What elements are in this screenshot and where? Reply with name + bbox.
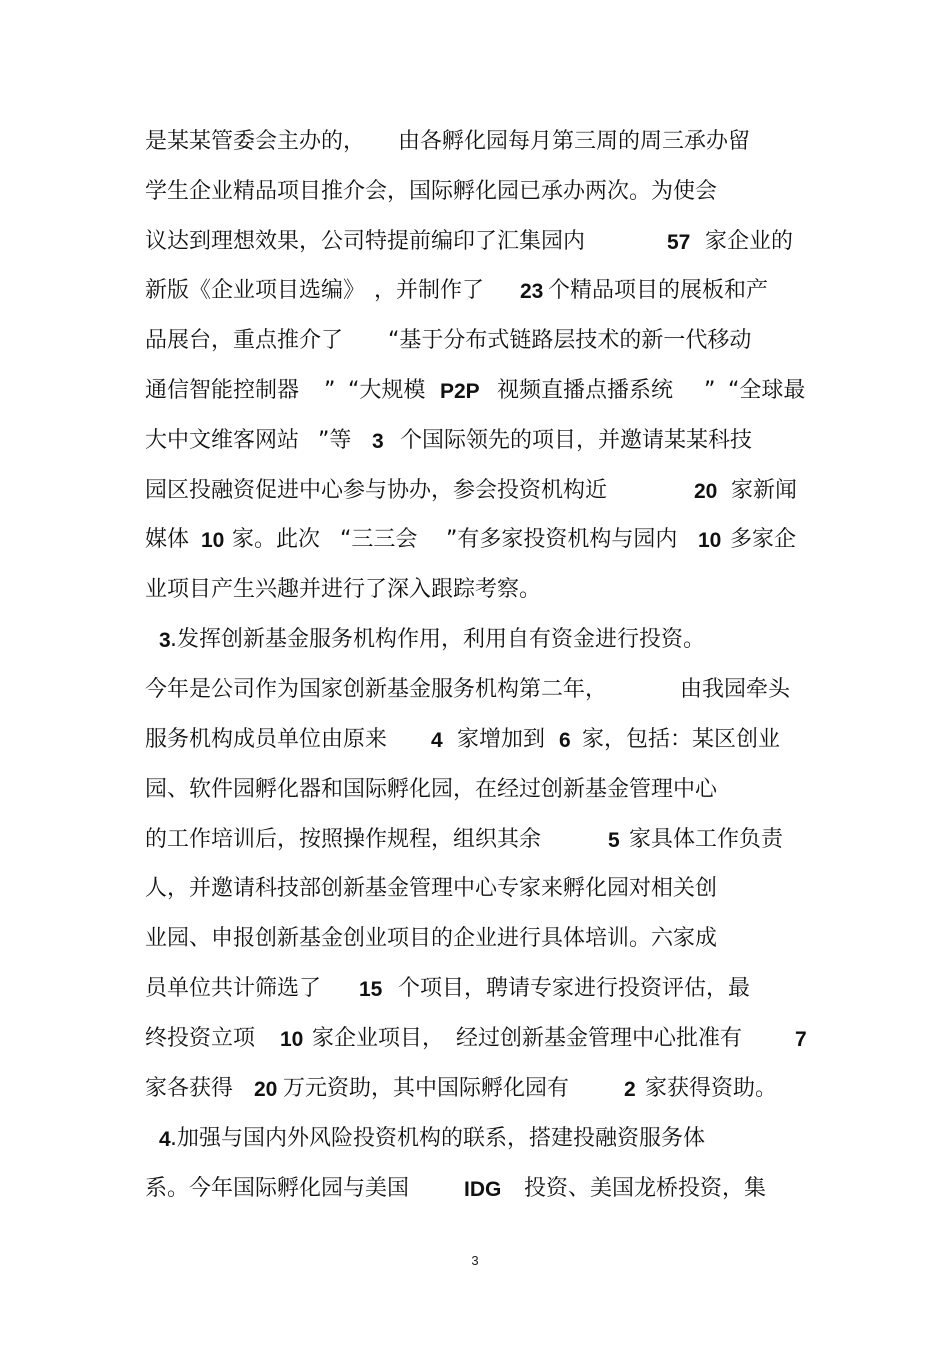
text-segment: ，并制作了 — [374, 278, 485, 303]
text-segment: 投资、美国龙桥投资，集 — [524, 1176, 767, 1201]
text-segment: 由各孵化园每月第三周的周三承办留 — [398, 129, 751, 154]
bold-number: 2 — [624, 1078, 636, 1101]
bold-number: 4 — [159, 1128, 171, 1151]
text-segment: 多家企 — [730, 527, 797, 552]
text-segment: 家增加到 — [457, 727, 546, 752]
text-segment: 人，并邀请科技部创新基金管理中心专家来孵化园对相关创 — [145, 876, 718, 901]
text-segment: 视频直播点播系统 — [497, 378, 674, 403]
bold-number: 3 — [372, 430, 384, 453]
bold-number: 7 — [795, 1028, 807, 1051]
text-segment: ”等 — [318, 428, 352, 453]
text-segment: 大中文维客网站 — [145, 428, 300, 453]
text-segment: 今年是公司作为国家创新基金服务机构第二年， — [145, 677, 608, 702]
text-segment: .发挥创新基金服务机构作用，利用自有资金进行投资。 — [170, 627, 705, 652]
text-segment: 经过创新基金管理中心批准有 — [456, 1026, 743, 1051]
text-segment: 议达到理想效果，公司特提前编印了汇集园内 — [145, 229, 586, 254]
text-segment: 家，包括：某区创业 — [582, 727, 781, 752]
bold-number: 15 — [359, 978, 383, 1001]
text-segment: 品展台，重点推介了 — [145, 328, 344, 353]
text-segment: ”有多家投资机构与园内 — [446, 527, 678, 552]
bold-number: P2P — [440, 380, 480, 403]
bold-number: IDG — [464, 1178, 502, 1201]
text-segment: 学生企业精品项目推介会，国际孵化园已承办两次。为使会 — [145, 179, 718, 204]
text-segment: 个项目，聘请专家进行投资评估，最 — [398, 976, 751, 1001]
text-segment: 家获得资助。 — [645, 1076, 778, 1101]
text-segment: 个国际领先的项目，并邀请某某科技 — [400, 428, 753, 453]
text-segment: 家企业项目， — [312, 1026, 445, 1051]
text-segment: 的工作培训后，按照操作规程，组织其余 — [145, 827, 542, 852]
text-segment: 是某某管委会主办的， — [145, 129, 366, 154]
text-segment: 业园、申报创新基金创业项目的企业进行具体培训。六家成 — [145, 926, 718, 951]
bold-number: 10 — [201, 529, 225, 552]
text-segment: 家企业的 — [705, 229, 794, 254]
bold-number: 23 — [520, 280, 544, 303]
text-segment: 家新闻 — [731, 478, 798, 503]
text-segment: 媒体 — [145, 527, 190, 552]
bold-number: 10 — [698, 529, 722, 552]
text-segment: 新版《企业项目选编》 — [145, 278, 366, 303]
bold-number: 3 — [159, 629, 171, 652]
text-segment: “大规模 — [348, 378, 426, 403]
text-segment: 家各获得 — [145, 1076, 234, 1101]
text-segment: 终投资立项 — [145, 1026, 256, 1051]
text-segment: .加强与国内外风险投资机构的联系，搭建投融资服务体 — [170, 1126, 705, 1151]
text-segment: 业项目产生兴趣并进行了深入跟踪考察。 — [145, 577, 542, 602]
bold-number: 6 — [559, 729, 571, 752]
text-segment: 员单位共计筛选了 — [145, 976, 322, 1001]
bold-number: 20 — [254, 1078, 278, 1101]
bold-number: 20 — [694, 480, 718, 503]
bold-number: 5 — [608, 829, 620, 852]
text-segment: 万元资助，其中国际孵化园有 — [283, 1076, 570, 1101]
text-segment: 家。此次 — [232, 527, 321, 552]
text-segment: “基于分布式链路层技术的新一代移动 — [388, 328, 752, 353]
text-segment: 服务机构成员单位由原来 — [145, 727, 388, 752]
bold-number: 57 — [667, 231, 691, 254]
page-number: 3 — [471, 1253, 479, 1268]
bold-number: 10 — [280, 1028, 304, 1051]
text-segment: 系。今年国际孵化园与美国 — [145, 1176, 410, 1201]
bold-number: 4 — [431, 729, 443, 752]
text-segment: 由我园牵头 — [680, 677, 791, 702]
text-segment: 园区投融资促进中心参与协办，参会投资机构近 — [145, 478, 608, 503]
text-segment: 园、软件园孵化器和国际孵化园，在经过创新基金管理中心 — [145, 777, 718, 802]
text-segment: “三三会 — [340, 527, 418, 552]
text-segment: 通信智能控制器 — [145, 378, 300, 403]
text-segment: “全球最 — [728, 378, 806, 403]
text-segment: ” — [324, 378, 336, 403]
text-segment: 个精品项目的展板和产 — [548, 278, 769, 303]
text-segment: ” — [704, 378, 716, 403]
text-segment: 家具体工作负责 — [629, 827, 784, 852]
